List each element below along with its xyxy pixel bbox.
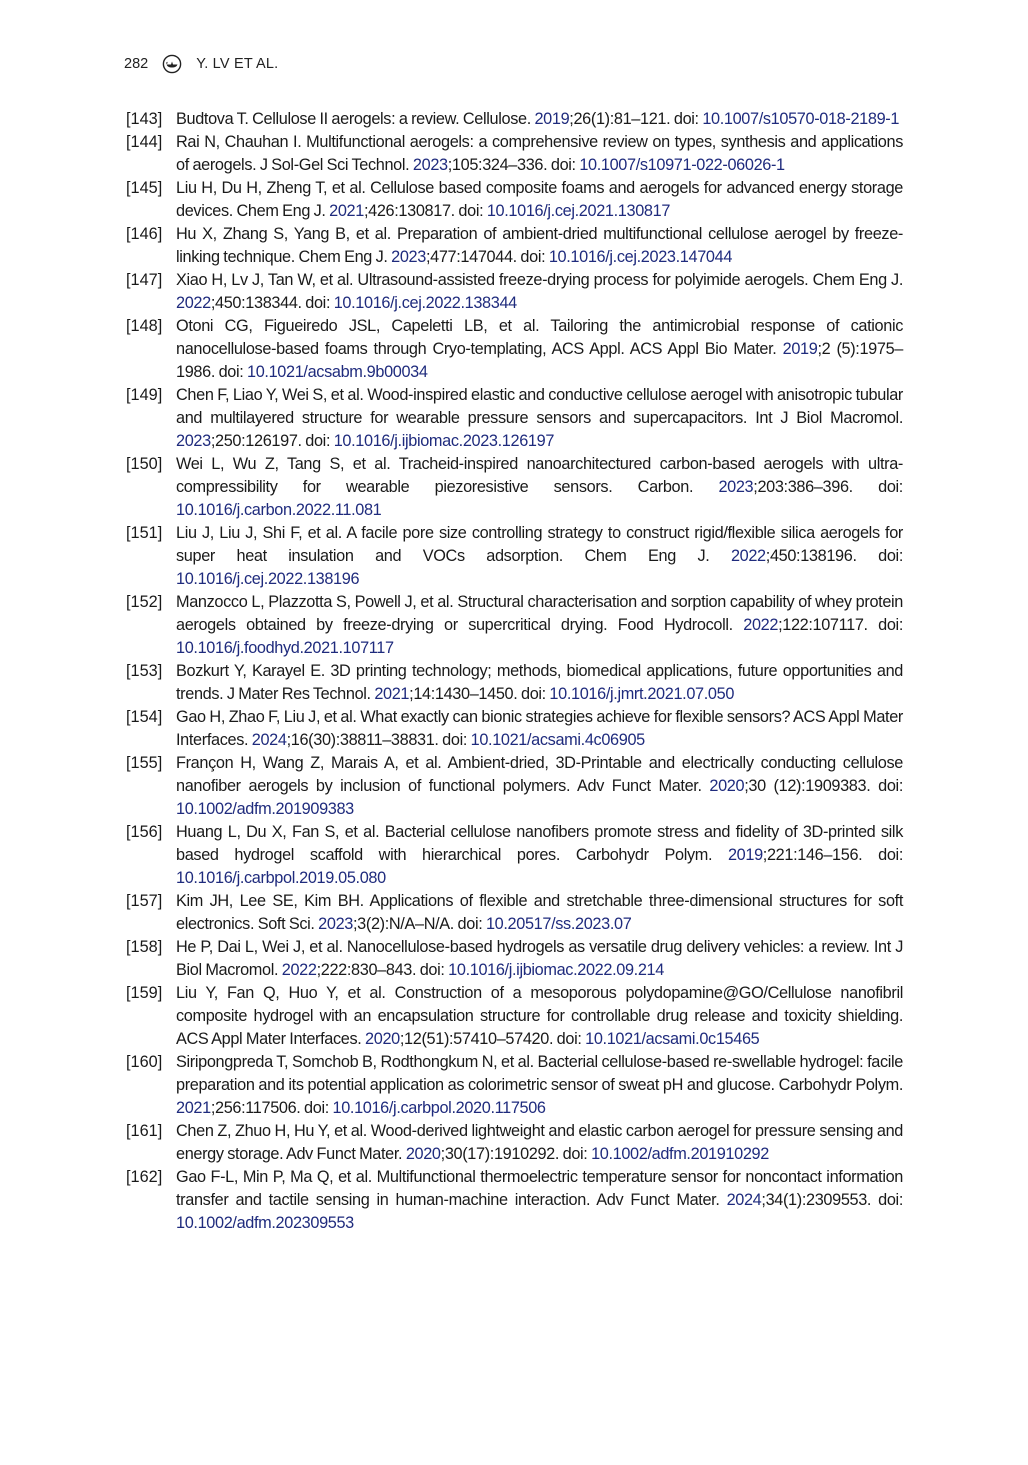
page-number: 282 (124, 56, 149, 72)
doi-link[interactable]: 10.1002/adfm.202309553 (176, 1214, 354, 1232)
reference-number: [147] (126, 271, 163, 289)
doi-link[interactable]: 10.1007/s10570-018-2189-1 (702, 110, 900, 128)
year-link[interactable]: 2023 (391, 248, 426, 266)
citation-volume-pages: ;26(1):81–121. doi: (569, 110, 703, 128)
doi-link[interactable]: 10.1016/j.ijbiomac.2022.09.214 (448, 961, 664, 979)
reference-text (176, 936, 903, 982)
doi-link[interactable]: 10.1021/acsabm.9b00034 (247, 363, 428, 381)
doi-link[interactable]: 10.1016/j.ijbiomac.2023.126197 (333, 432, 555, 450)
citation-text: Manzocco L, Plazzotta S, Powell J, et al. Structural characterisation and sorption capability of whey protein aerogels obtained by freeze-drying or supercritical drying. Food Hydrocoll. (176, 593, 903, 634)
citation-text: Rai N, Chauhan I. Multifunctional aerogels: a comprehensive review on types, synthesis and applications of aerogels. J Sol-Gel Sci Technol. (176, 133, 903, 174)
reference-number: [155] (126, 754, 163, 772)
reference-text (176, 1120, 903, 1166)
citation-text: Siripongpreda T, Somchob B, Rodthongkum N, et al. Bacterial cellulose-based re-swellable hydrogel: facile preparation and its potential application as colorimetric sensor of sweat pH and glucose. Carbohydr Polym. (176, 1053, 903, 1094)
citation-volume-pages: ;450:138344. doi: (210, 294, 334, 312)
reference-text (176, 1166, 903, 1235)
reference-text (176, 706, 903, 752)
reference-item (126, 660, 903, 706)
year-link[interactable]: 2023 (318, 915, 353, 933)
reference-text (176, 821, 903, 890)
reference-text (176, 131, 903, 177)
reference-number: [162] (126, 1168, 163, 1186)
doi-link[interactable]: 10.1016/j.jmrt.2021.07.050 (549, 685, 735, 703)
doi-link[interactable]: 10.1002/adfm.201909383 (176, 800, 354, 818)
citation-text: Liu J, Liu J, Shi F, et al. A facile pore size controlling strategy to construct rigid/flexible silica aerogels for super heat insulation and VOCs adsorption. Chem Eng J. (176, 524, 903, 565)
year-link[interactable]: 2022 (281, 961, 317, 979)
reference-number: [157] (126, 892, 163, 910)
citation-text: Bozkurt Y, Karayel E. 3D printing technology; methods, biomedical applications, future opportunities and trends. J Mater Res Technol. (176, 662, 903, 703)
citation-volume-pages: ;477:147044. doi: (425, 248, 549, 266)
citation-text: Kim JH, Lee SE, Kim BH. Applications of flexible and stretchable three-dimensional structures for soft electronics. Soft Sci. (176, 892, 903, 933)
reference-number: [159] (126, 984, 163, 1002)
reference-number: [144] (126, 133, 163, 151)
year-link[interactable]: 2022 (176, 294, 211, 312)
reference-number: [143] (126, 110, 163, 128)
citation-text: Huang L, Du X, Fan S, et al. Bacterial cellulose nanofibers promote stress and fidelity of 3D-printed silk based hydrogel scaffold with hierarchical pores. Carbohydr Polym. (176, 823, 903, 864)
year-link[interactable]: 2022 (730, 547, 766, 565)
reference-number: [158] (126, 938, 163, 956)
reference-item (126, 108, 903, 131)
citation-text: Xiao H, Lv J, Tan W, et al. Ultrasound-assisted freeze-drying process for polyimide aerogels. Chem Eng J. (176, 271, 903, 289)
year-link[interactable]: 2019 (782, 340, 818, 358)
doi-link[interactable]: 10.1016/j.cej.2022.138344 (333, 294, 517, 312)
citation-text: He P, Dai L, Wei J, et al. Nanocellulose-based hydrogels as versatile drug delivery vehicles: a review. Int J Biol Macromol. (176, 938, 903, 979)
reference-text (176, 453, 903, 522)
reference-item (126, 982, 903, 1051)
reference-number: [160] (126, 1053, 163, 1071)
doi-link[interactable]: 10.1016/j.cej.2023.147044 (548, 248, 733, 266)
reference-text (176, 591, 903, 660)
year-link[interactable]: 2019 (727, 846, 763, 864)
reference-number: [152] (126, 593, 163, 611)
citation-text: Gao H, Zhao F, Liu J, et al. What exactly can bionic strategies achieve for flexible sensors? ACS Appl Mater Interfaces. (176, 708, 903, 749)
citation-volume-pages: ;222:830–843. doi: (316, 961, 449, 979)
citation-volume-pages: ;203:386–396. doi: (753, 478, 903, 496)
reference-text (176, 223, 903, 269)
reference-item (126, 453, 903, 522)
citation-volume-pages: ;105:324–336. doi: (447, 156, 580, 174)
citation-text: Gao F-L, Min P, Ma Q, et al. Multifunctional thermoelectric temperature sensor for noncontact information transfer and tactile sensing in human-machine interaction. Adv Funct Mater. (176, 1168, 903, 1209)
citation-text: Chen F, Liao Y, Wei S, et al. Wood-inspired elastic and conductive cellulose aerogel with anisotropic tubular and multilayered structure for wearable pressure sensors and supercapacitors. Int J Biol Macromol. (176, 386, 903, 427)
citation-volume-pages: ;250:126197. doi: (210, 432, 334, 450)
citation-volume-pages: ;221:146–156. doi: (762, 846, 903, 864)
citation-volume-pages: ;14:1430–1450. doi: (409, 685, 550, 703)
reference-text (176, 177, 903, 223)
reference-number: [148] (126, 317, 163, 335)
reference-item (126, 591, 903, 660)
reference-item (126, 821, 903, 890)
reference-item (126, 223, 903, 269)
year-link[interactable]: 2023 (412, 156, 448, 174)
reference-item (126, 936, 903, 982)
reference-text (176, 752, 903, 821)
citation-text: Hu X, Zhang S, Yang B, et al. Preparation of ambient-dried multifunctional cellulose aerogel by freeze-linking technique. Chem Eng J. (176, 225, 903, 266)
reference-number: [150] (126, 455, 163, 473)
doi-link[interactable]: 10.1021/acsami.0c15465 (585, 1030, 760, 1048)
citation-volume-pages: ;30 (12):1909383. doi: (744, 777, 904, 795)
reference-number: [151] (126, 524, 163, 542)
reference-text (176, 890, 903, 936)
publisher-lamp-icon (162, 54, 182, 74)
doi-link[interactable]: 10.20517/ss.2023.07 (485, 915, 632, 933)
citation-volume-pages: ;12(51):57410–57420. doi: (399, 1030, 586, 1048)
reference-item (126, 706, 903, 752)
year-link[interactable]: 2024 (251, 731, 287, 749)
reference-item (126, 522, 903, 591)
reference-list (126, 108, 903, 1235)
citation-volume-pages: ;3(2):N/A–N/A. doi: (353, 915, 486, 933)
year-link[interactable]: 2020 (365, 1030, 400, 1048)
citation-text: Budtova T. Cellulose II aerogels: a review. Cellulose. (176, 110, 531, 128)
reference-item (126, 177, 903, 223)
doi-link[interactable]: 10.1016/j.carbpol.2019.05.080 (176, 869, 386, 887)
doi-link[interactable]: 10.1016/j.cej.2022.138196 (176, 570, 360, 588)
citation-volume-pages: ;122:107117. doi: (778, 616, 903, 634)
reference-text (176, 982, 903, 1051)
running-head-authors: Y. LV ET AL. (196, 56, 279, 72)
year-link[interactable]: 2020 (709, 777, 745, 795)
citation-volume-pages: ;450:138196. doi: (765, 547, 903, 565)
reference-text (176, 269, 903, 315)
citation-volume-pages: ;256:117506. doi: (210, 1099, 333, 1117)
reference-item (126, 315, 903, 384)
citation-text: Liu Y, Fan Q, Huo Y, et al. Construction of a mesoporous polydopamine@GO/Cellulose nanofibril composite hydrogel with an encapsulation structure for controllable drug release and toxicity shielding. ACS Appl Mater Interfaces. (176, 984, 903, 1048)
year-link[interactable]: 2023 (176, 432, 211, 450)
citation-text: Françon H, Wang Z, Marais A, et al. Ambient-dried, 3D-Printable and electrically conducting cellulose nanofiber aerogels by inclusion of functional polymers. Adv Funct Mater. (176, 754, 903, 795)
citation-text: Otoni CG, Figueiredo JSL, Capeletti LB, et al. Tailoring the antimicrobial response of cationic nanocellulose-based foams through Cryo-templating, ACS Appl. ACS Appl Bio Mater. (176, 317, 903, 358)
citation-text: Wei L, Wu Z, Tang S, et al. Tracheid-inspired nanoarchitectured carbon-based aerogels with ultra-compressibility for wearable piezoresistive sensors. Carbon. (176, 455, 903, 496)
doi-link[interactable]: 10.1016/j.cej.2021.130817 (486, 202, 671, 220)
reference-number: [145] (126, 179, 163, 197)
reference-text (176, 1051, 903, 1120)
citation-text: Chen Z, Zhuo H, Hu Y, et al. Wood-derived lightweight and elastic carbon aerogel for pressure sensing and energy storage. Adv Funct Mater. (176, 1122, 903, 1163)
citation-volume-pages: ;2 (5):1975–1986. doi: (176, 340, 904, 381)
doi-link[interactable]: 10.1016/j.carbon.2022.11.081 (176, 501, 382, 519)
reference-item (126, 1166, 903, 1235)
reference-number: [161] (126, 1122, 163, 1140)
reference-item (126, 890, 903, 936)
year-link[interactable]: 2020 (405, 1145, 441, 1163)
reference-number: [149] (126, 386, 163, 404)
citation-text: Liu H, Du H, Zheng T, et al. Cellulose based composite foams and aerogels for advanced energy storage devices. Chem Eng J. (176, 179, 903, 220)
reference-number: [153] (126, 662, 163, 680)
reference-number: [146] (126, 225, 163, 243)
year-link[interactable]: 2021 (329, 202, 364, 220)
reference-item (126, 384, 903, 453)
year-link[interactable]: 2021 (176, 1099, 211, 1117)
reference-item (126, 1051, 903, 1120)
citation-volume-pages: ;426:130817. doi: (363, 202, 487, 220)
reference-text (176, 522, 903, 591)
reference-number: [156] (126, 823, 163, 841)
year-link[interactable]: 2022 (743, 616, 779, 634)
year-link[interactable]: 2021 (374, 685, 410, 703)
year-link[interactable]: 2019 (534, 110, 570, 128)
reference-item (126, 1120, 903, 1166)
year-link[interactable]: 2024 (726, 1191, 762, 1209)
doi-link[interactable]: 10.1016/j.carbpol.2020.117506 (332, 1099, 546, 1117)
reference-item (126, 131, 903, 177)
citation-volume-pages: ;34(1):2309553. doi: (761, 1191, 904, 1209)
reference-text (176, 108, 903, 131)
reference-item (126, 752, 903, 821)
reference-text (176, 384, 903, 453)
doi-link[interactable]: 10.1016/j.foodhyd.2021.107117 (176, 639, 394, 657)
doi-link[interactable]: 10.1021/acsami.4c06905 (470, 731, 645, 749)
running-header (124, 52, 278, 76)
reference-item (126, 269, 903, 315)
reference-text (176, 660, 903, 706)
year-link[interactable]: 2023 (718, 478, 754, 496)
doi-link[interactable]: 10.1002/adfm.201910292 (591, 1145, 769, 1163)
doi-link[interactable]: 10.1007/s10971-022-06026-1 (579, 156, 785, 174)
reference-text (176, 315, 903, 384)
citation-volume-pages: ;16(30):38811–38831. doi: (286, 731, 471, 749)
citation-volume-pages: ;30(17):1910292. doi: (440, 1145, 592, 1163)
reference-number: [154] (126, 708, 163, 726)
